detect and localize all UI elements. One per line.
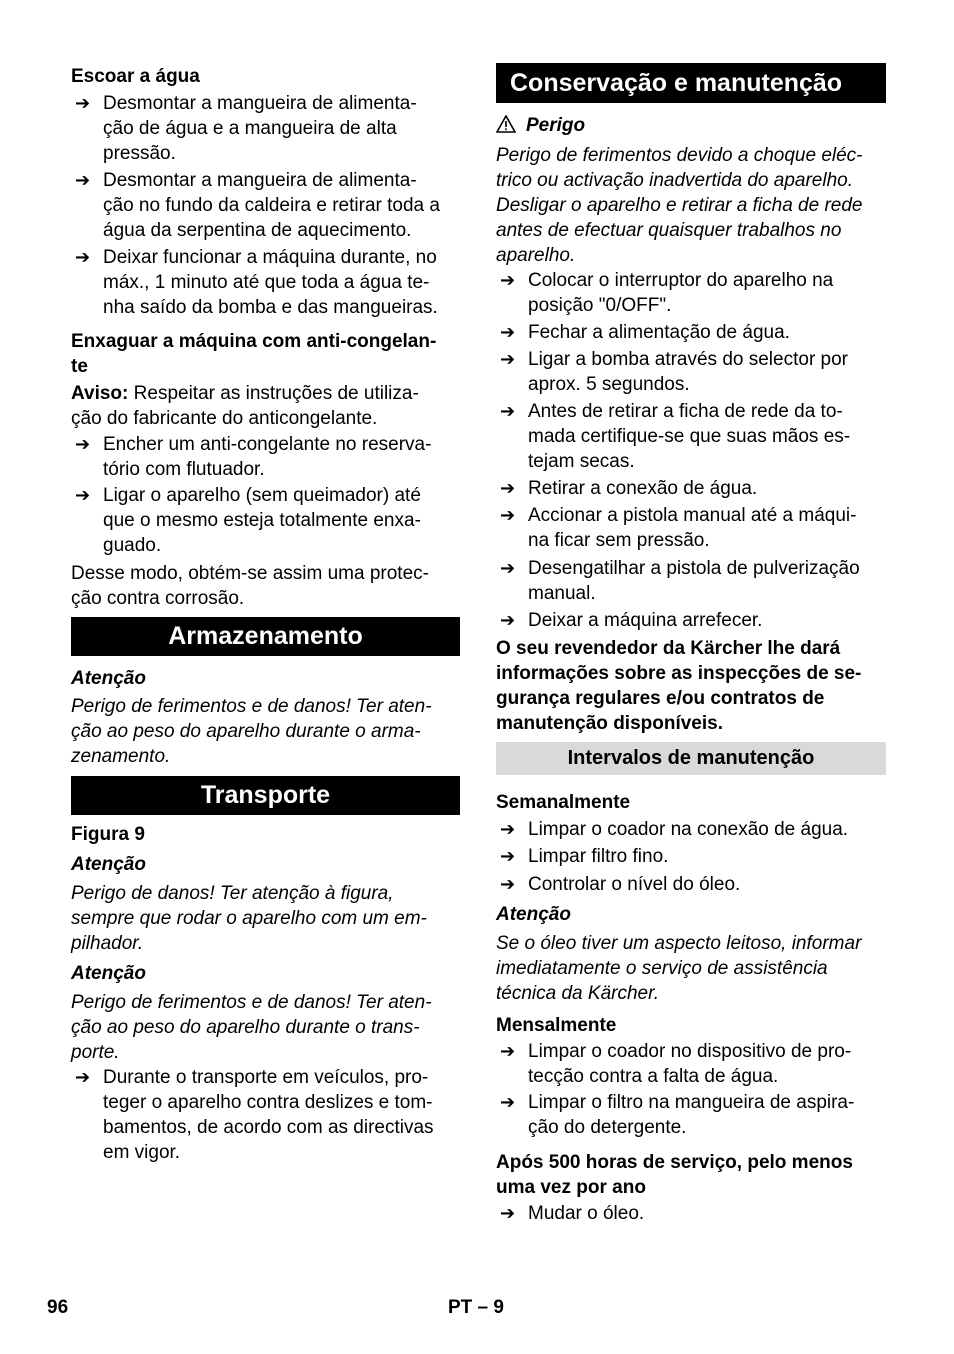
- arrow-right-icon: ➔: [500, 401, 516, 421]
- figura-label: Figura 9: [71, 824, 145, 845]
- list-item: ➔ Accionar a pistola manual até a máqui- na ficar sem pressão.: [500, 505, 857, 551]
- arrow-right-icon: ➔: [75, 247, 91, 267]
- list-item: ➔ Limpar o coador na conexão de água.: [500, 819, 849, 840]
- armazenamento-atencao: Atenção: [71, 668, 146, 689]
- list-item: ➔ Limpar o filtro na mangueira de aspira- ção do detergente.: [500, 1092, 855, 1138]
- list-item: ➔ Deixar funcionar a máquina durante, no máx., 1 minuto até que toda a água te- nha saído da bomba e das mangueiras.: [75, 247, 438, 318]
- semanalmente-atencao: Atenção: [496, 904, 571, 925]
- enxaguar-heading: Enxaguar a máquina com anti-congelan- te: [71, 331, 437, 377]
- list-item: ➔ Ligar a bomba através do selector por aprox. 5 segundos.: [500, 349, 849, 395]
- atencao-text: Se o óleo tiver um aspecto leitoso, informar imediatamente o serviço de assistência técnica da Kärcher.: [496, 933, 862, 1004]
- list-item: ➔ Retirar a conexão de água.: [500, 478, 758, 499]
- transporte-heading: Transporte: [71, 776, 460, 815]
- transporte-warning-text: Perigo de ferimentos e de danos! Ter aten- ção ao peso do aparelho durante o trans- porte.: [71, 992, 432, 1063]
- semanalmente-heading: Semanalmente: [496, 792, 631, 813]
- list-item: ➔ Fechar a alimentação de água.: [500, 322, 790, 343]
- aviso-paragraph: Aviso: Respeitar as instruções de utiliza- ção do fabricante do anticongelante.: [71, 383, 419, 429]
- conservacao-heading: Conservação e manutenção: [496, 63, 886, 103]
- aviso-label: Aviso:: [71, 383, 129, 404]
- list-item: ➔ Encher um anti-congelante no reserva- tório com flutuador.: [75, 434, 432, 480]
- escoar-heading: Escoar a água: [71, 66, 200, 87]
- mensalmente-heading: Mensalmente: [496, 1015, 617, 1036]
- arrow-right-icon: ➔: [500, 819, 516, 839]
- arrow-right-icon: ➔: [500, 1203, 516, 1223]
- dealer-paragraph: O seu revendedor da Kärcher lhe dará informações sobre as inspecções de se- gurança regulares e/ou contratos de manutenção disponíveis.: [496, 638, 862, 734]
- arrow-right-icon: ➔: [500, 1041, 516, 1061]
- section-code: PT – 9: [448, 1297, 504, 1318]
- transporte-atencao: Atenção: [71, 854, 146, 875]
- arrow-right-icon: ➔: [500, 322, 516, 342]
- arrow-right-icon: ➔: [500, 558, 516, 578]
- list-item: ➔ Limpar o coador no dispositivo de pro- tecção contra a falta de água.: [500, 1041, 852, 1087]
- arrow-right-icon: ➔: [500, 1092, 516, 1112]
- list-item: ➔ Desmontar a mangueira de alimenta- ção de água e a mangueira de alta pressão.: [75, 93, 417, 164]
- arrow-right-icon: ➔: [500, 846, 516, 866]
- list-item: ➔ Mudar o óleo.: [500, 1203, 645, 1224]
- list-item: ➔ Desmontar a mangueira de alimenta- ção no fundo da caldeira e retirar toda a água da serpentina de aquecimento.: [75, 170, 440, 241]
- list-item: ➔ Deixar a máquina arrefecer.: [500, 610, 763, 631]
- arrow-right-icon: ➔: [500, 874, 516, 894]
- perigo-text: Perigo de ferimentos devido a choque eléc- trico ou activação inadvertida do aparelho. Desligar o aparelho e retirar a ficha de rede antes de efectuar quaisquer trabalhos no aparelho.: [496, 145, 863, 266]
- arrow-right-icon: ➔: [500, 349, 516, 369]
- list-item: ➔ Controlar o nível do óleo.: [500, 874, 741, 895]
- list-item: ➔ Colocar o interruptor do aparelho na posição "0/OFF".: [500, 270, 834, 316]
- list-item: ➔ Durante o transporte em veículos, pro- teger o aparelho contra deslizes e tom- bamentos, de acordo com as directivas em vigor.: [75, 1067, 434, 1163]
- enxaguar-paragraph: Desse modo, obtém-se assim uma protec- ção contra corrosão.: [71, 563, 429, 609]
- arrow-right-icon: ➔: [500, 505, 516, 525]
- armazenamento-warning-text: Perigo de ferimentos e de danos! Ter aten- ção ao peso do aparelho durante o arma- zenamento.: [71, 696, 432, 767]
- list-item: ➔ Limpar filtro fino.: [500, 846, 669, 867]
- arrow-right-icon: ➔: [75, 434, 91, 454]
- arrow-right-icon: ➔: [500, 270, 516, 290]
- arrow-right-icon: ➔: [75, 1067, 91, 1087]
- arrow-right-icon: ➔: [500, 610, 516, 630]
- apos-500-horas-heading: Após 500 horas de serviço, pelo menos uma vez por ano: [496, 1152, 853, 1198]
- perigo-heading: Perigo: [496, 113, 886, 138]
- transporte-warning-text: Perigo de danos! Ter atenção à figura, sempre que rodar o aparelho com um em- pilhador.: [71, 883, 427, 954]
- list-item: ➔ Ligar o aparelho (sem queimador) até que o mesmo esteja totalmente enxa- guado.: [75, 485, 421, 556]
- warning-triangle-icon: [496, 115, 516, 133]
- arrow-right-icon: ➔: [75, 485, 91, 505]
- arrow-right-icon: ➔: [500, 478, 516, 498]
- list-item: ➔ Desengatilhar a pistola de pulverização manual.: [500, 558, 860, 604]
- transporte-atencao: Atenção: [71, 963, 146, 984]
- page-number: 96: [47, 1297, 69, 1318]
- armazenamento-heading: Armazenamento: [71, 617, 460, 656]
- intervalos-heading: Intervalos de manutenção: [496, 742, 886, 775]
- list-item: ➔ Antes de retirar a ficha de rede da to- mada certifique-se que suas mãos es- tejam secas.: [500, 401, 851, 472]
- arrow-right-icon: ➔: [75, 170, 91, 190]
- arrow-right-icon: ➔: [75, 93, 91, 113]
